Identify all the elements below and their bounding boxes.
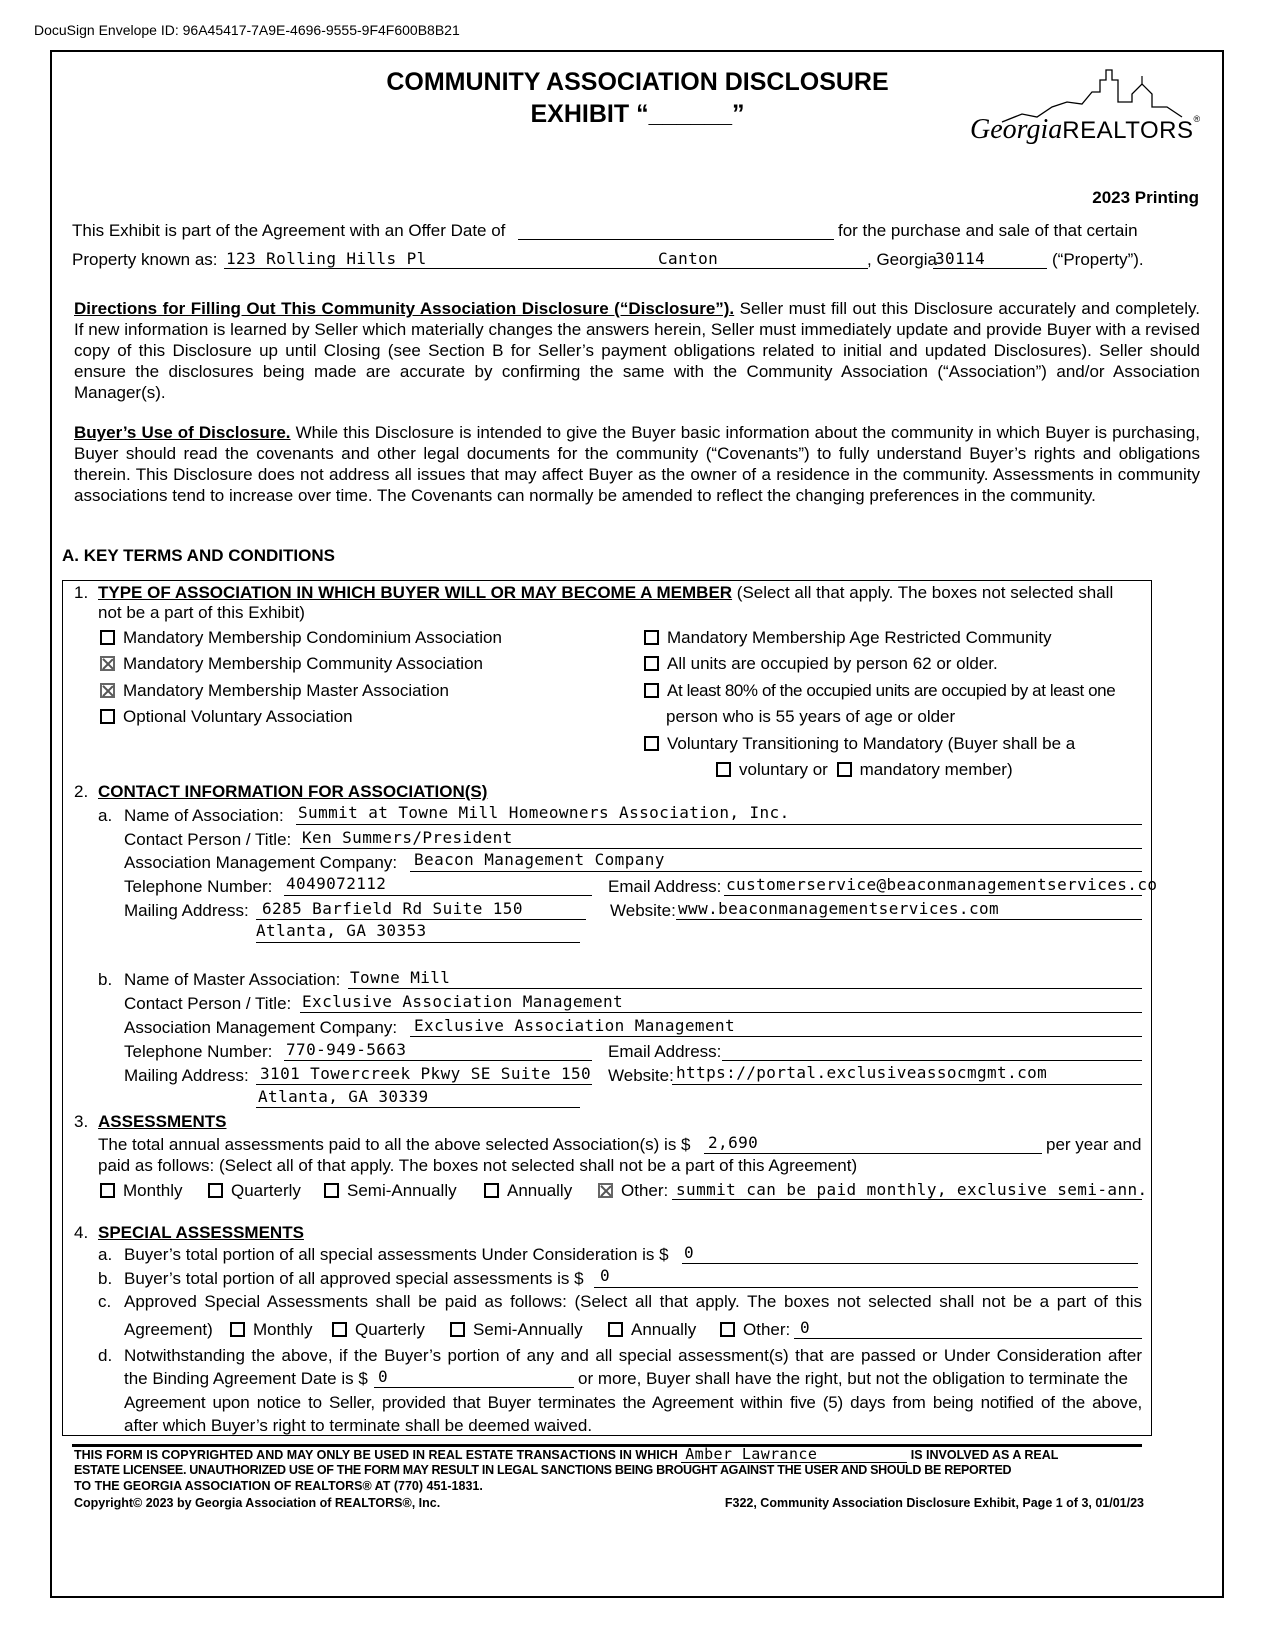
s1-left-option-1[interactable]: Mandatory Membership Community Association xyxy=(100,653,483,675)
s2-num: 2. xyxy=(74,782,89,801)
intro-line-1-end: for the purchase and sale of that certain xyxy=(838,221,1138,240)
checkbox[interactable] xyxy=(450,1322,465,1337)
s2b-phone-label: Telephone Number: xyxy=(124,1042,273,1061)
s4d-value: 0 xyxy=(378,1367,389,1386)
s2a-web: www.beaconmanagementservices.com xyxy=(678,899,1000,918)
footer-line-3: TO THE GEORGIA ASSOCIATION OF REALTORS® AT (770) 451-1831. xyxy=(74,1479,483,1493)
s2a-web-label: Website: xyxy=(610,901,676,920)
s1-right-option-1[interactable]: All units are occupied by person 62 or older. xyxy=(644,653,998,675)
checkbox[interactable] xyxy=(208,1183,223,1198)
s4b-letter: b. xyxy=(98,1269,113,1288)
s2a-mail-field-2[interactable] xyxy=(256,942,580,943)
s1-right-option-2[interactable]: At least 80% of the occupied units are occupied by at least one xyxy=(644,680,1115,702)
s2b-name-label: Name of Master Association: xyxy=(124,970,341,989)
s1-right-option-3[interactable]: Voluntary Transitioning to Mandatory (Buyer shall be a xyxy=(644,733,1075,755)
s3-option-quarterly[interactable]: Quarterly xyxy=(208,1180,301,1202)
s1-heading-line: TYPE OF ASSOCIATION IN WHICH BUYER WILL OR MAY BECOME A MEMBER (Select all that apply. The boxes not selected shall xyxy=(98,583,1114,602)
georgia-realtors-logo xyxy=(970,62,1202,162)
s2b-phone-field[interactable] xyxy=(284,1060,592,1061)
s4b-value: 0 xyxy=(600,1266,611,1285)
checkbox[interactable] xyxy=(644,683,659,698)
s3-option-annually[interactable]: Annually xyxy=(484,1180,572,1202)
s4a-field[interactable] xyxy=(682,1263,1138,1264)
s2b-web-field[interactable] xyxy=(672,1084,1142,1085)
property-label-end: (“Property”). xyxy=(1052,250,1144,269)
s2a-name-field[interactable] xyxy=(296,824,1142,825)
s2b-mail-2: Atlanta, GA 30339 xyxy=(258,1087,429,1106)
s4d-text-1: Notwithstanding the above, if the Buyer’s portion of any and all special assessment(s) that are passed or Under Consideration after xyxy=(124,1346,1142,1365)
s4a-value: 0 xyxy=(684,1243,695,1262)
checkbox[interactable] xyxy=(644,736,659,751)
s2b-mgmt: Exclusive Association Management xyxy=(414,1016,736,1035)
s4c-option-monthly[interactable]: Monthly xyxy=(230,1319,313,1341)
s4-num: 4. xyxy=(74,1223,89,1242)
property-address: 123 Rolling Hills Pl xyxy=(226,249,427,268)
s4d-text-2b: or more, Buyer shall have the right, but not the obligation to terminate the xyxy=(578,1369,1128,1388)
s2b-email-field[interactable] xyxy=(722,1060,1142,1061)
copyright: Copyright© 2023 by Georgia Association of REALTORS®, Inc. xyxy=(74,1496,441,1510)
printing-year: 2023 Printing xyxy=(1092,188,1199,207)
licensee-name[interactable]: Amber Lawrance xyxy=(681,1447,907,1463)
s2b-mail-label: Mailing Address: xyxy=(124,1066,249,1085)
s4d-letter: d. xyxy=(98,1346,113,1365)
s1-num: 1. xyxy=(74,583,89,602)
s4b-text: Buyer’s total portion of all approved special assessments is $ xyxy=(124,1269,584,1288)
property-label: Property known as: xyxy=(72,250,218,269)
s3-option-other[interactable]: Other: xyxy=(598,1180,668,1202)
s2a-mail-1: 6285 Barfield Rd Suite 150 xyxy=(262,899,523,918)
s2b-web: https://portal.exclusiveassocmgmt.com xyxy=(676,1063,1048,1082)
s2b-web-label: Website: xyxy=(608,1066,674,1085)
s2a-mgmt-label: Association Management Company: xyxy=(124,853,398,872)
s2b-email-label: Email Address: xyxy=(608,1042,722,1061)
s2a-contact: Ken Summers/President xyxy=(302,828,513,847)
s4c-option-annually[interactable]: Annually xyxy=(608,1319,696,1341)
s4d-text-2a: the Binding Agreement Date is $ xyxy=(124,1369,368,1388)
s2a-mail-field-1[interactable] xyxy=(256,919,586,920)
s2a-phone: 4049072112 xyxy=(286,874,387,893)
s3-other-field[interactable] xyxy=(672,1199,1142,1200)
property-city-field[interactable] xyxy=(656,268,868,269)
doc-title: COMMUNITY ASSOCIATION DISCLOSURE xyxy=(386,68,889,96)
checkbox[interactable] xyxy=(100,709,115,724)
s2a-mail-2: Atlanta, GA 30353 xyxy=(256,921,427,940)
checkbox[interactable] xyxy=(644,656,659,671)
s3-other: summit can be paid monthly, exclusive semi-ann. xyxy=(676,1180,1148,1199)
s4c-other: 0 xyxy=(800,1318,811,1337)
state-label: , Georgia xyxy=(867,250,937,269)
checkbox[interactable] xyxy=(100,1183,115,1198)
s1-note-2: not be a part of this Exhibit) xyxy=(98,603,305,622)
checkbox-checked[interactable] xyxy=(598,1183,613,1198)
s2b-mgmt-label: Association Management Company: xyxy=(124,1018,398,1037)
directions-paragraph: Directions for Filling Out This Community Association Disclosure (“Disclosure”). Seller must fill out this Disclosure accurately and completely. If new information is learned by Seller which materially changes the answers herein, Seller must immediately update and provide Buyer with a revised copy of this Disclosure up until Closing (see Section B for Seller’s payment obligations related to initial and updated Disclosures). Seller should ensure the disclosures being made are accurate by confirming the same with the Community Association (“Association”) and/or Association Manager(s). xyxy=(74,299,1200,402)
s1-left-option-2[interactable]: Mandatory Membership Master Association xyxy=(100,680,449,702)
s4c-option-quarterly[interactable]: Quarterly xyxy=(332,1319,425,1341)
s4a-text: Buyer’s total portion of all special assessments Under Consideration is $ xyxy=(124,1245,669,1264)
s2a-name-label: Name of Association: xyxy=(124,806,284,825)
s3-amount-field[interactable] xyxy=(704,1153,1042,1154)
s3-line-1: The total annual assessments paid to all the above selected Association(s) is $ xyxy=(98,1135,691,1154)
s1-voluntary-mandatory: voluntary or mandatory member) xyxy=(716,759,1013,781)
s2b-mail-field-2[interactable] xyxy=(256,1107,580,1108)
s2b-name-field[interactable] xyxy=(348,988,1142,989)
checkbox[interactable] xyxy=(332,1322,347,1337)
property-address-field[interactable] xyxy=(224,268,656,269)
s2b-contact: Exclusive Association Management xyxy=(302,992,624,1011)
s3-num: 3. xyxy=(74,1112,89,1131)
skyline-icon xyxy=(992,62,1202,162)
s2a-web-field[interactable] xyxy=(676,919,1142,920)
section-a-heading: A. KEY TERMS AND CONDITIONS xyxy=(62,546,335,565)
s1-left-option-3[interactable]: Optional Voluntary Association xyxy=(100,706,353,728)
checkbox[interactable] xyxy=(720,1322,735,1337)
checkbox[interactable] xyxy=(324,1183,339,1198)
s2a-phone-field[interactable] xyxy=(284,895,592,896)
s4b-field[interactable] xyxy=(594,1287,1138,1288)
property-city: Canton xyxy=(658,249,719,268)
buyers-use-paragraph: Buyer’s Use of Disclosure. While this Disclosure is intended to give the Buyer basic information about the community in which Buyer is purchasing, Buyer should read the covenants and other legal documents for the community (“Covenants”) to fully understand Buyer’s rights and obligations therein. This Disclosure does not address all issues that may affect Buyer as the owner of a residence in the community. Assessments in community associations tend to increase over time. The Covenants can normally be amended to reflect the changing preferences in the community. xyxy=(74,423,1200,505)
footer-line-1: THIS FORM IS COPYRIGHTED AND MAY ONLY BE USED IN REAL ESTATE TRANSACTIONS IN WHICH Amber Lawrance IS INVOLVED AS A REAL xyxy=(74,1445,1059,1463)
s3-option-semi-annually[interactable]: Semi-Annually xyxy=(324,1180,457,1202)
mandatory-checkbox[interactable] xyxy=(837,762,852,777)
s4a-letter: a. xyxy=(98,1245,113,1264)
s4d-text-3: Agreement upon notice to Seller, provided that Buyer terminates the Agreement within five (5) days from being notified of the above, xyxy=(124,1393,1142,1412)
s3-amount: 2,690 xyxy=(708,1133,759,1152)
s2b-phone: 770-949-5663 xyxy=(286,1040,407,1059)
offer-date-field[interactable] xyxy=(518,239,834,240)
s4d-text-4: after which Buyer’s right to terminate shall be deemed waived. xyxy=(124,1416,593,1435)
s2-heading: CONTACT INFORMATION FOR ASSOCIATION(S) xyxy=(98,782,488,801)
checkbox[interactable] xyxy=(100,630,115,645)
voluntary-checkbox[interactable] xyxy=(716,762,731,777)
s1-right-option-0[interactable]: Mandatory Membership Age Restricted Community xyxy=(644,627,1052,649)
s2a-mgmt-field[interactable] xyxy=(410,871,1142,872)
checkbox[interactable] xyxy=(484,1183,499,1198)
s4c-text-1: Approved Special Assessments shall be paid as follows: (Select all that apply. The boxes not selected shall not be a part of this xyxy=(124,1292,1142,1311)
checkbox[interactable] xyxy=(230,1322,245,1337)
s2b-mail-field-1[interactable] xyxy=(256,1084,592,1085)
checkbox[interactable] xyxy=(644,630,659,645)
checkbox-checked[interactable] xyxy=(100,683,115,698)
s4d-field[interactable] xyxy=(374,1387,574,1388)
form-id: F322, Community Association Disclosure Exhibit, Page 1 of 3, 01/01/23 xyxy=(724,1496,1144,1510)
s4c-option-other[interactable]: Other: xyxy=(720,1319,790,1341)
logo-text: GeorgiaREALTORS® xyxy=(970,114,1201,145)
s2b-letter: b. xyxy=(98,970,113,989)
zip-value: 30114 xyxy=(935,249,986,268)
s2a-mgmt: Beacon Management Company xyxy=(414,850,665,869)
s1-right-option-2-cont: person who is 55 years of age or older xyxy=(666,707,956,726)
zip-field[interactable] xyxy=(933,268,1047,269)
s2a-contact-label: Contact Person / Title: xyxy=(124,830,292,849)
s2a-name: Summit at Towne Mill Homeowners Association, Inc. xyxy=(298,803,790,822)
s2a-email-label: Email Address: xyxy=(608,877,722,896)
s2b-contact-label: Contact Person / Title: xyxy=(124,994,292,1013)
footer-line-2: ESTATE LICENSEE. UNAUTHORIZED USE OF THE FORM MAY RESULT IN LEGAL SANCTIONS BEING BROUGHT AGAINST THE USER AND SHOULD BE REPORTED xyxy=(74,1463,1012,1477)
intro-line-1: This Exhibit is part of the Agreement with an Offer Date of xyxy=(72,221,506,240)
s2b-mgmt-field[interactable] xyxy=(410,1036,1142,1037)
s3-heading: ASSESSMENTS xyxy=(98,1112,227,1131)
s4c-other-field[interactable] xyxy=(794,1338,1142,1339)
s2a-contact-field[interactable] xyxy=(300,848,1142,849)
exhibit-title: EXHIBIT “______” xyxy=(530,100,745,128)
s2a-email: customerservice@beaconmanagementservices.co xyxy=(726,875,1158,894)
s4c-text-2: Agreement) xyxy=(124,1320,213,1339)
s3-per-year: per year and xyxy=(1046,1135,1142,1154)
s3-line-2: paid as follows: (Select all of that apply. The boxes not selected shall not be a part of this Agreement) xyxy=(98,1156,858,1175)
envelope-id: DocuSign Envelope ID: 96A45417-7A9E-4696-9555-9F4F600B8B21 xyxy=(34,22,460,38)
s4c-option-semi-annually[interactable]: Semi-Annually xyxy=(450,1319,583,1341)
checkbox-checked[interactable] xyxy=(100,656,115,671)
s2a-phone-label: Telephone Number: xyxy=(124,877,273,896)
s4c-letter: c. xyxy=(98,1292,112,1311)
s2a-mail-label: Mailing Address: xyxy=(124,901,249,920)
s3-option-monthly[interactable]: Monthly xyxy=(100,1180,183,1202)
s2b-mail-1: 3101 Towercreek Pkwy SE Suite 150 xyxy=(260,1064,592,1083)
s2b-contact-field[interactable] xyxy=(300,1012,1142,1013)
s1-left-option-0[interactable]: Mandatory Membership Condominium Association xyxy=(100,627,502,649)
s2a-letter: a. xyxy=(98,806,113,825)
s4-heading: SPECIAL ASSESSMENTS xyxy=(98,1223,304,1242)
checkbox[interactable] xyxy=(608,1322,623,1337)
s2b-name: Towne Mill xyxy=(350,968,451,987)
s2a-email-field[interactable] xyxy=(724,895,1142,896)
